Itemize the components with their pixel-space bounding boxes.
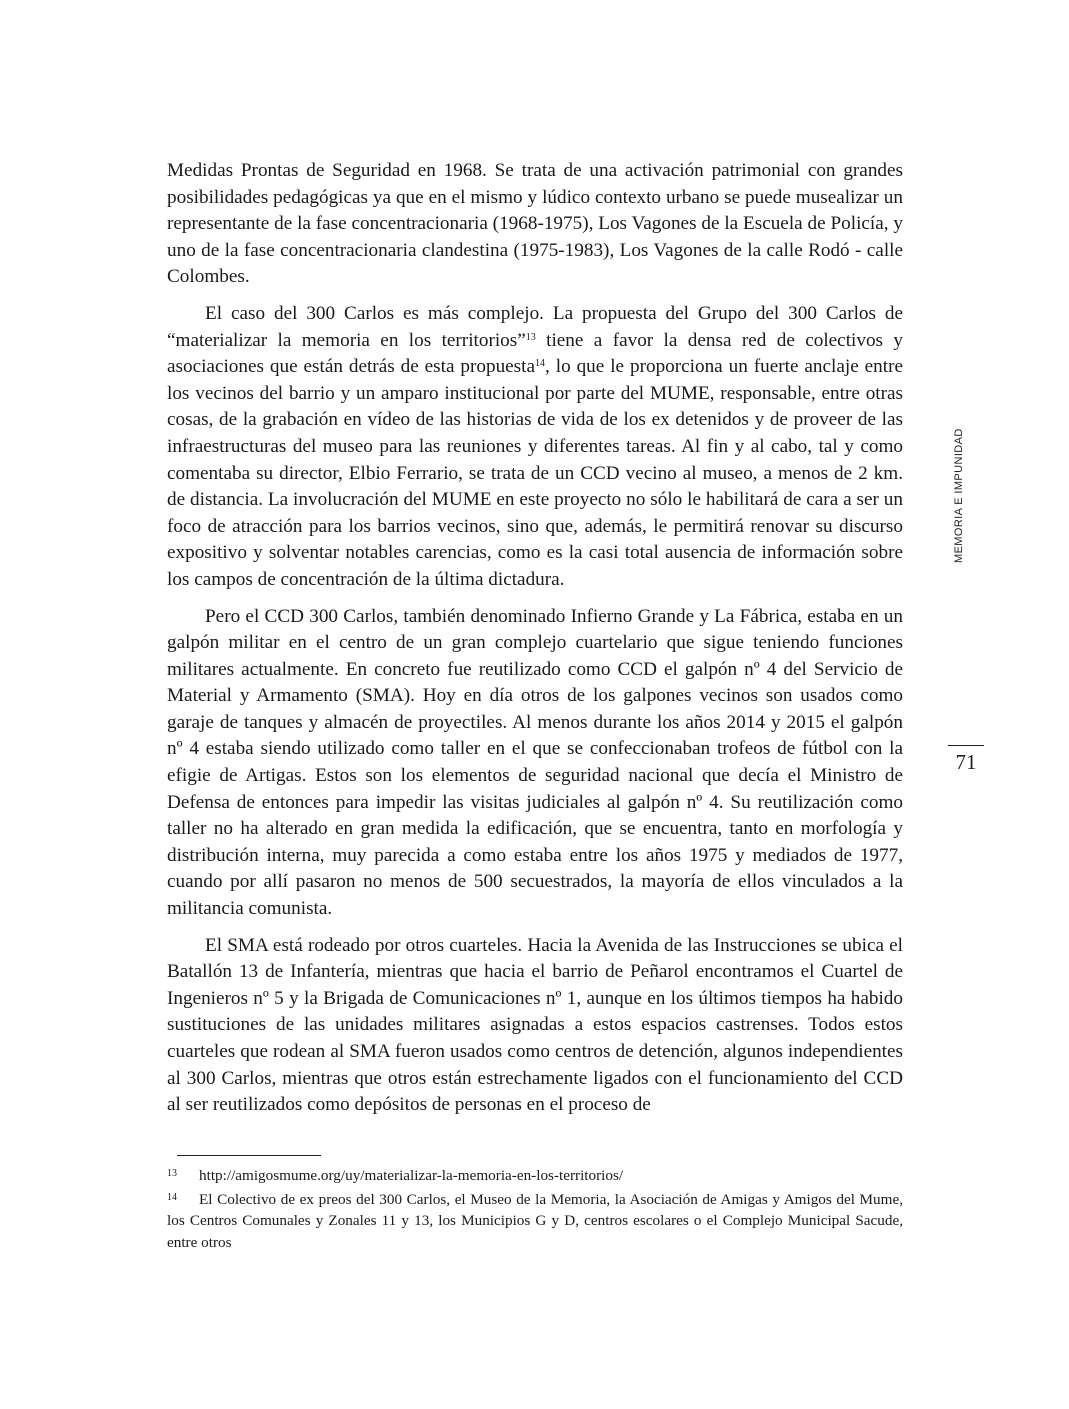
paragraph-2-part-b: tiene a favor la densa red de colectivos y asociaciones que están detrás de esta propuesta (167, 329, 903, 378)
footnote-separator (177, 1155, 321, 1156)
paragraph-2-part-c: , lo que le proporciona un fuerte anclaje entre los vecinos del barrio y un amparo institucional por parte del MUME, responsable, entre otras cosas, de la grabación en vídeo de las historias de vida de los ex detenidos y de proveer de las infraestructuras del museo para las reuniones y diferentes tareas. Al fin y al cabo, tal y como comentaba su director, Elbio Ferrario, se trata de un CCD vecino al museo, a menos de 2 km. de distancia. La involucración del MUME en este proyecto no sólo le habilitará de cara a ser un foco de atracción para los barrios vecinos, sino que, además, le permitirá renovar su discurso expositivo y solventar notables carencias, como es la casi total ausencia de información sobre los campos de concentración de la última dictadura. (167, 356, 904, 590)
page-number: 71 (955, 750, 977, 774)
footnote-number: 13 (167, 1168, 177, 1179)
main-text (167, 158, 903, 1129)
footnote-text: http://amigosmume.org/uy/materializar-la-memoria-en-los-territorios/ (199, 1167, 624, 1184)
footnote-ref-14: 14 (535, 358, 546, 370)
footnote-number: 14 (167, 1191, 177, 1203)
paragraph-1: Medidas Prontas de Seguridad en 1968. Se trata de una activación patrimonial con grandes posibilidades pedagógicas ya que en el mismo y lúdico contexto urbano se puede musealizar un representante de la fase concentracionaria (1968-1975), Los Vagones de la Escuela de Policía, y uno de la fase concentracionaria clandestina (1975-1983), Los Vagones de la calle Rodó - calle Colombes. (167, 160, 903, 288)
paragraph-4: El SMA está rodeado por otros cuarteles. Hacia la Avenida de las Instrucciones se ubica el Batallón 13 de Infantería, mientras que hacia el barrio de Peñarol encontramos el Cuartel de Ingenieros nº 5 y la Brigada de Comunicaciones nº 1, aunque en los últimos tiempos ha habido sustituciones de las unidades militares asignadas a estos espacios castrenses. Todos estos cuarteles que rodean al SMA fueron usados como centros de detención, algunos independientes al 300 Carlos, mientras que otros están estrechamente ligados con el funcionamiento del CCD al ser reutilizados como depósitos de personas en el proceso de (167, 934, 903, 1116)
running-header-vertical: MEMORIA E IMPUNIDAD (953, 428, 965, 563)
footnotes (167, 1163, 903, 1253)
footnote-13 (167, 1163, 903, 1187)
footnote-text: El Colectivo de ex preos del 300 Carlos, el Museo de la Memoria, la Asociación de Amigas y Amigos del Mume, los Centros Comunales y Zonales 11 y 13, los Municipios G y D, centros escolares o el Complejo Municipal Sacude, entre otros (167, 1190, 903, 1251)
paragraph-2-part-a: El caso del 300 Carlos es más complejo. La propuesta del Grupo del 300 Carlos de “materializar la memoria en los territorios” (167, 302, 903, 351)
footnote-ref-13: 13 (525, 331, 536, 343)
paragraph-3: Pero el CCD 300 Carlos, también denominado Infierno Grande y La Fábrica, estaba en un galpón militar en el centro de un gran complejo cuartelario que sigue teniendo funciones militares actualmente. En concreto fue reutilizado como CCD el galpón nº 4 del Servicio de Material y Armamento (SMA). Hoy en día otros de los galpones vecinos son usados como garaje de tanques y almacén de proyectiles. Al menos durante los años 2014 y 2015 el galpón nº 4 estaba siendo utilizado como taller en el que se confeccionaban trofeos de fútbol con la efigie de Artigas. Estos son los elementos de seguridad nacional que decía el Ministro de Defensa de entonces para impedir las visitas judiciales al galpón nº 4. Su reutilización como taller no ha alterado en gran medida la edificación, que se encuentra, tanto en morfología y distribución interna, muy parecida a como estaba entre los años 1975 y mediados de 1977, cuando por allí pasaron no menos de 500 secuestrados, la mayoría de ellos vinculados a la militancia comunista. (167, 605, 903, 920)
page-number-rule (948, 745, 984, 746)
paragraph-2 (167, 301, 903, 594)
footnote-14 (167, 1187, 903, 1254)
